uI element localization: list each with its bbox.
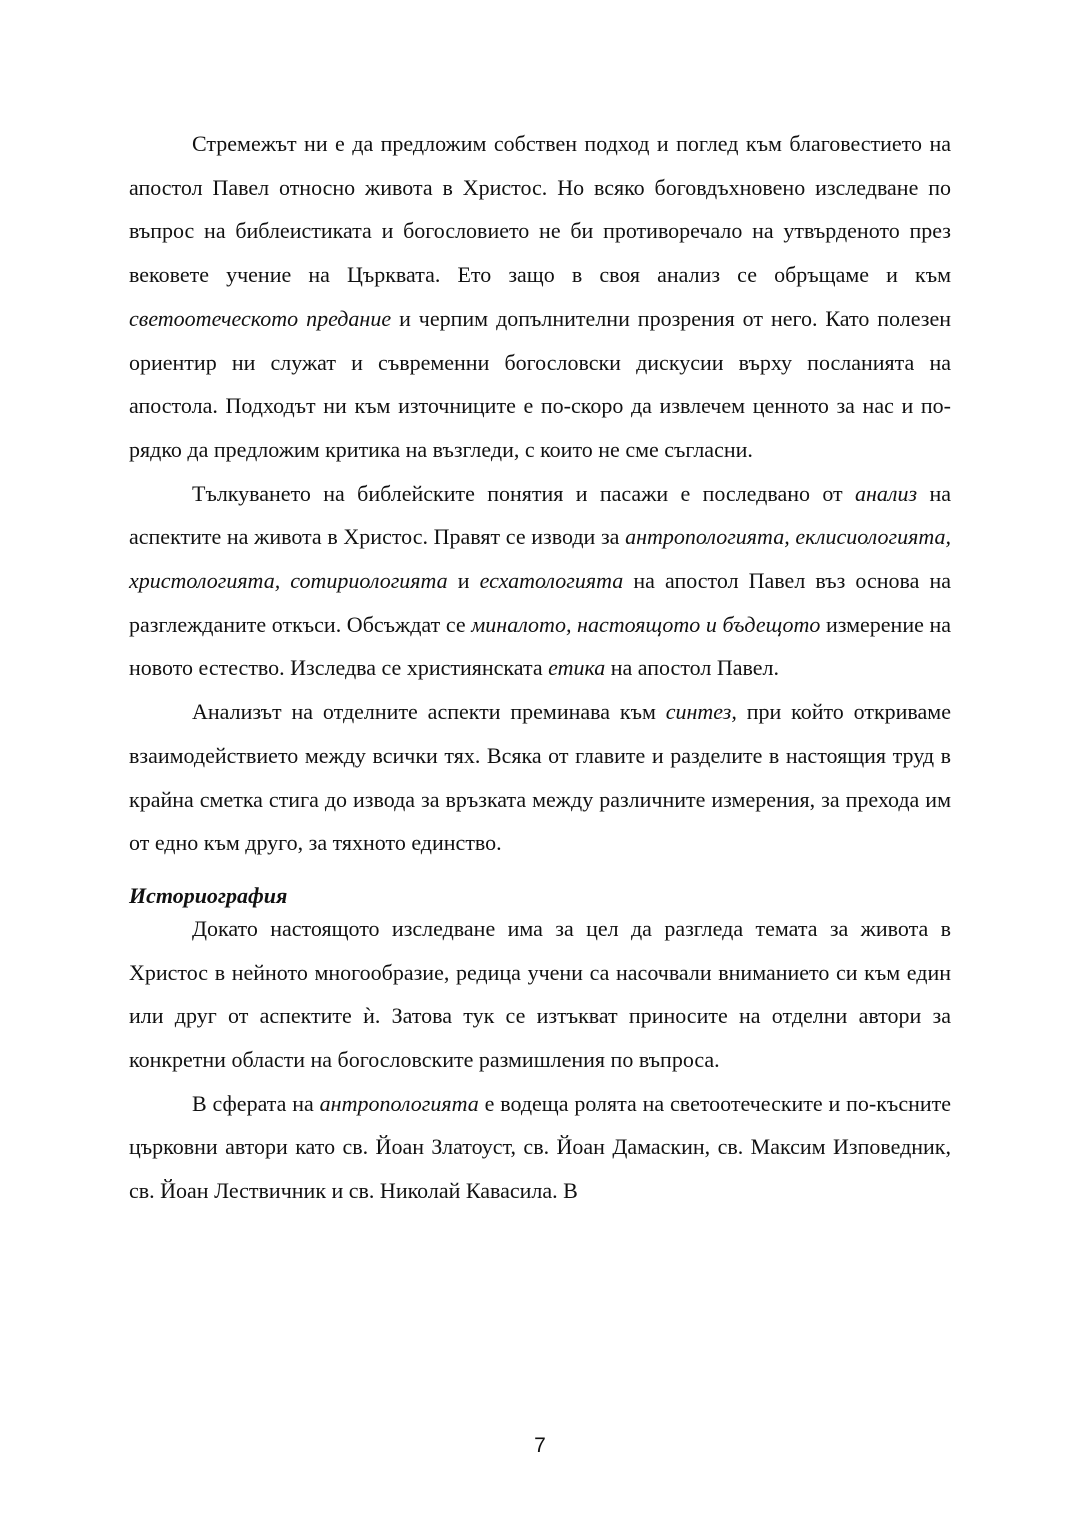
text-run: на апостол Павел. [605, 655, 779, 681]
text-run: Докато настоящото изследване има за цел да разгледа темата за живота в Христос в нейното многообразие, редица учени са насочвали вниманието си към един или друг от аспектите ѝ. Затова тук се изтъкват приносите на отделни автори за конкретни области на богословските размишления по въпроса. [129, 915, 951, 1073]
text-run: при който откриваме взаимодействието между всички тях. Всяка от главите и разделите в настоящия труд в крайна сметка стига до извода за връзката между различните измерения, за прехода им от едно към друго, за тяхното единство. [129, 699, 951, 856]
body-text [129, 122, 951, 1213]
paragraph-methodology [129, 122, 951, 472]
text-run: е водеща ролята на светоотеческите и по-късните църковни автори като св. Йоан Златоуст, св. Йоан Дамаскин, св. Максим Изповедник, св. Йоан Лествичник и св. Николай Кавасила. В [129, 1090, 952, 1204]
section-heading-historiography: Историография [129, 882, 288, 908]
italic-term: синтез, [665, 699, 737, 725]
italic-term: есхатологията [479, 568, 624, 594]
italic-term: анализ [855, 480, 918, 506]
paragraph-analysis [129, 472, 951, 691]
paragraph-historiography-intro [129, 907, 951, 1082]
text-run: измерение на новото естество. Изследва се християнската [129, 611, 952, 681]
text-run: Стремежът ни е да предложим собствен подход и поглед към благовестието на апостол Павел относно живота в Христос. Но всяко боговдъхновено изследване по въпрос на библеистиката и богословието не би противоречало на утвърденото през вековете учение на Църквата. Ето защо в своя анализ се обръщаме и към [129, 131, 951, 288]
italic-term: светоотеческото предание [129, 305, 392, 331]
italic-term: етика [548, 655, 606, 681]
text-run: и [447, 568, 480, 594]
paragraph-synthesis [129, 690, 951, 865]
text-run: на апостол Павел въз основа на разглежданите откъси. Обсъждат се [129, 568, 951, 637]
italic-term: антропологията [319, 1090, 479, 1116]
text-run: Анализът на отделните аспекти преминава към [192, 699, 666, 725]
text-run: В сферата на [192, 1090, 320, 1116]
italic-term: антропологията, еклисиологията, христологията, сотириологията [129, 524, 951, 594]
paragraph-anthropology [129, 1082, 951, 1213]
text-run: и черпим допълнителни прозрения от него. Като полезен ориентир ни служат и съвременни богословски дискусии върху посланията на апостола. Подходът ни към източниците е по-скоро да извлечем ценното за нас и по-рядко да предложим критика на възгледи, с които не сме съгласни. [129, 305, 952, 462]
text-run: на аспектите на живота в Христос. Правят се изводи за [129, 480, 951, 550]
page-number: 7 [534, 1434, 546, 1457]
text-run: Тълкуването на библейските понятия и пасажи е последвано от [192, 480, 856, 506]
italic-term: миналото, настоящото и бъдещото [471, 611, 821, 637]
